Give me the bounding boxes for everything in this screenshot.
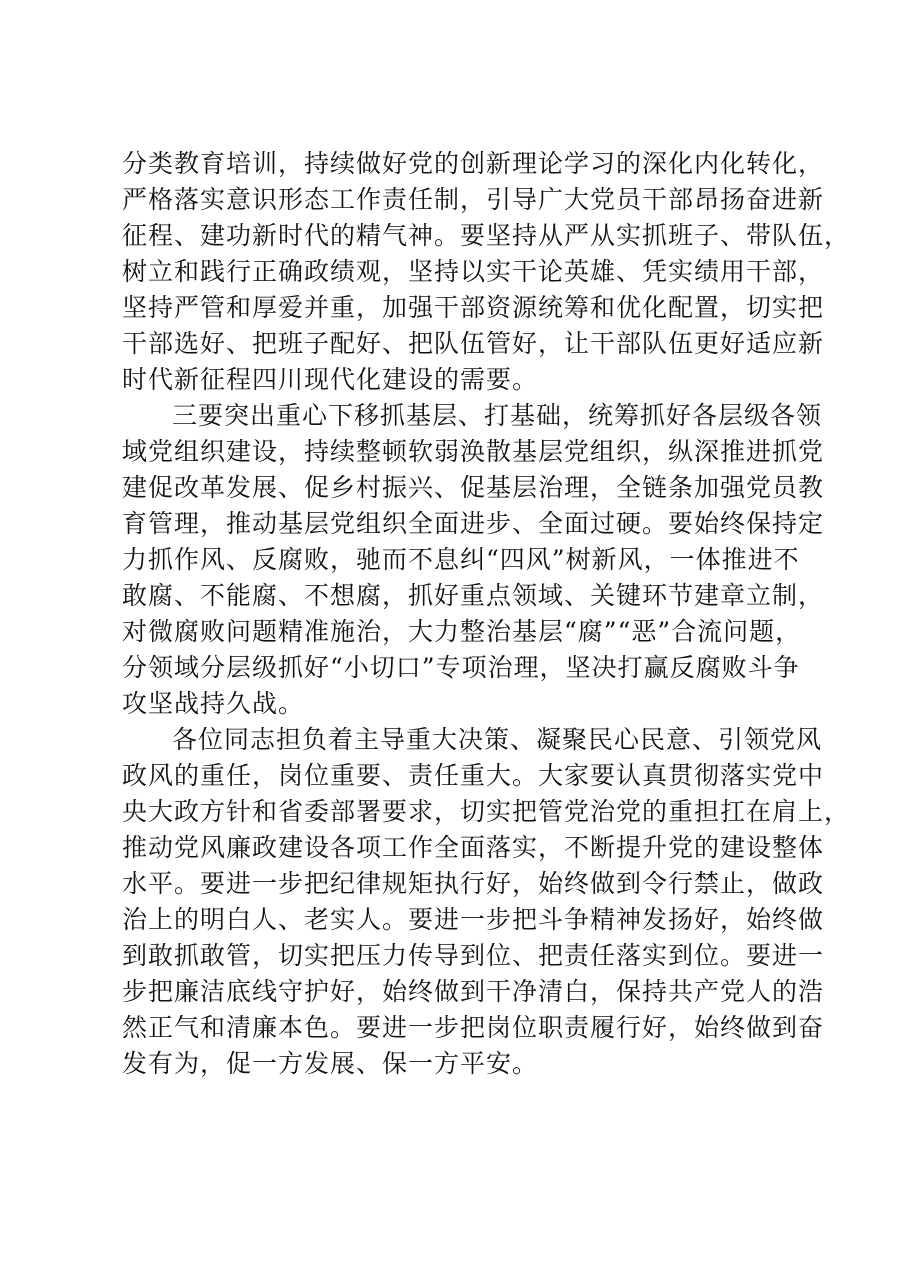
paragraph-line: 育管理，推动基层党组织全面进步、全面过硬。要始终保持定 bbox=[122, 509, 825, 538]
paragraph-line: 分类教育培训，持续做好党的创新理论学习的深化内化转化， bbox=[122, 149, 825, 178]
paragraph-line: 推动党风廉政建设各项工作全面落实，不断提升党的建设整体 bbox=[122, 833, 825, 862]
paragraph-1 bbox=[122, 146, 851, 398]
paragraph-line: 严格落实意识形态工作责任制，引导广大党员干部昂扬奋进新 bbox=[122, 185, 825, 214]
paragraph-line: 水平。要进一步把纪律规矩执行好，始终做到令行禁止，做政 bbox=[122, 869, 825, 898]
paragraph-line: 建促改革发展、促乡村振兴、促基层治理，全链条加强党员教 bbox=[122, 473, 825, 502]
paragraph-line: 央大政方针和省委部署要求，切实把管党治党的重担扛在肩上， bbox=[122, 797, 851, 826]
paragraph-line: 对微腐败问题精准施治，大力整治基层“腐”“恶”合流问题， bbox=[122, 617, 802, 646]
paragraph-line: 域党组织建设，持续整顿软弱涣散基层党组织，纵深推进抓党 bbox=[122, 437, 825, 466]
paragraph-line: 敢腐、不能腐、不想腐，抓好重点领域、关键环节建章立制， bbox=[122, 581, 825, 610]
paragraph-line: 干部选好、把班子配好、把队伍管好，让干部队伍更好适应新 bbox=[122, 329, 825, 358]
paragraph-line: 然正气和清廉本色。要进一步把岗位职责履行好，始终做到奋 bbox=[122, 1013, 825, 1042]
paragraph-line: 到敢抓敢管，切实把压力传导到位、把责任落实到位。要进一 bbox=[122, 941, 825, 970]
paragraph-line: 治上的明白人、老实人。要进一步把斗争精神发扬好，始终做 bbox=[122, 905, 825, 934]
paragraph-line: 力抓作风、反腐败，驰而不息纠“四风”树新风，一体推进不 bbox=[122, 545, 800, 574]
paragraph-line: 树立和践行正确政绩观，坚持以实干论英雄、凭实绩用干部， bbox=[122, 257, 825, 286]
paragraph-line: 三要突出重心下移抓基层、打基础，统筹抓好各层级各领 bbox=[172, 401, 823, 430]
paragraph-line: 分领域分层级抓好“小切口”专项治理，坚决打赢反腐败斗争 bbox=[122, 653, 800, 682]
paragraph-line: 步把廉洁底线守护好，始终做到干净清白，保持共产党人的浩 bbox=[122, 977, 825, 1006]
paragraph-line: 发有为，促一方发展、保一方平安。 bbox=[122, 1049, 539, 1078]
paragraph-line: 时代新征程四川现代化建设的需要。 bbox=[122, 365, 539, 394]
paragraph-line: 各位同志担负着主导重大决策、凝聚民心民意、引领党风 bbox=[172, 725, 823, 754]
paragraph-line: 征程、建功新时代的精气神。要坚持从严从实抓班子、带队伍， bbox=[122, 221, 851, 250]
paragraph-2 bbox=[122, 398, 842, 722]
paragraph-line: 政风的重任，岗位重要、责任重大。大家要认真贯彻落实党中 bbox=[122, 761, 825, 790]
paragraph-line: 攻坚战持久战。 bbox=[122, 689, 305, 718]
paragraph-3 bbox=[122, 722, 851, 1082]
document-body bbox=[122, 146, 851, 1082]
paragraph-line: 坚持严管和厚爱并重，加强干部资源统筹和优化配置，切实把 bbox=[122, 293, 825, 322]
